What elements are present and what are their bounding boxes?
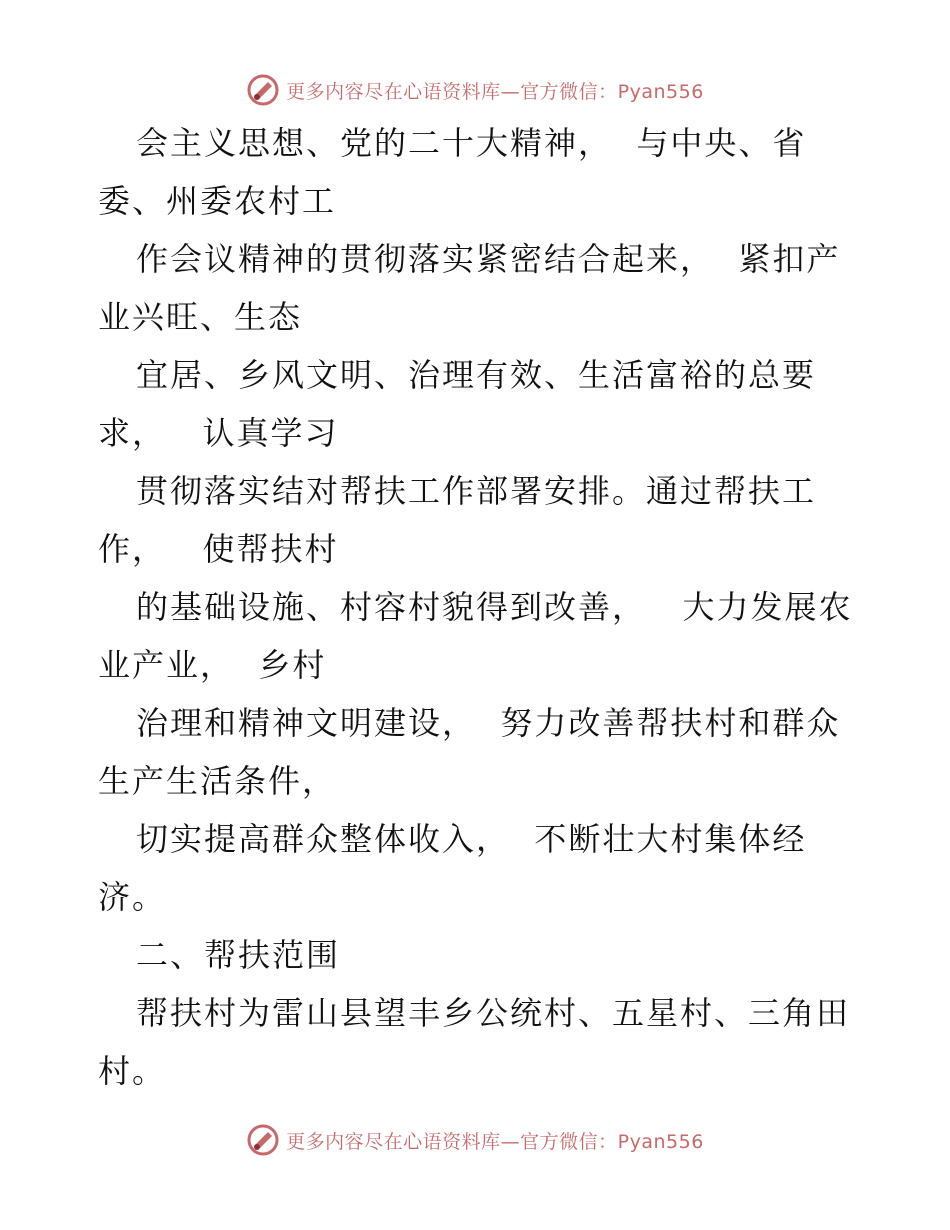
paragraph-line: 会主义思想、党的二十大精神， 与中央、省 (136, 124, 807, 162)
paragraph-line: 作会议精神的贯彻落实紧密结合起来， 紧扣产 (136, 240, 841, 278)
footer-watermark-banner (0, 1120, 950, 1160)
paragraph-line: 委、州委农村工 (98, 182, 337, 220)
paragraph-line: 切实提高群众整体收入， 不断壮大村集体经 (136, 820, 807, 858)
header-watermark-banner (0, 70, 950, 110)
paragraph-line: 帮扶村为雷山县望丰乡公统村、五星村、三角田 (136, 994, 851, 1032)
paragraph-line: 求， 认真学习 (98, 414, 339, 452)
paragraph-line: 的基础设施、村容村貌得到改善， 大力发展农 (136, 588, 853, 626)
paragraph-line: 生产生活条件， (98, 762, 337, 800)
paragraph-line: 宜居、乡风文明、治理有效、生活富裕的总要 (136, 356, 817, 394)
paragraph-line: 村。 (98, 1052, 167, 1090)
red-hand-pen-logo-icon (246, 73, 280, 107)
paragraph-line: 业兴旺、生态 (98, 298, 303, 336)
footer-banner-text: 更多内容尽在心语资料库—官方微信：Pyan556 (286, 1130, 704, 1153)
paragraph-line: 治理和精神文明建设， 努力改善帮扶村和群众 (136, 704, 841, 742)
section-heading: 二、帮扶范围 (136, 936, 341, 974)
red-hand-pen-logo-icon (246, 1123, 280, 1157)
paragraph-line: 作， 使帮扶村 (98, 530, 339, 568)
paragraph-line: 贯彻落实结对帮扶工作部署安排。通过帮扶工 (136, 472, 817, 510)
paragraph-line: 济。 (98, 878, 167, 916)
header-banner-text: 更多内容尽在心语资料库—官方微信：Pyan556 (286, 80, 704, 103)
paragraph-line: 业产业， 乡村 (98, 646, 327, 684)
